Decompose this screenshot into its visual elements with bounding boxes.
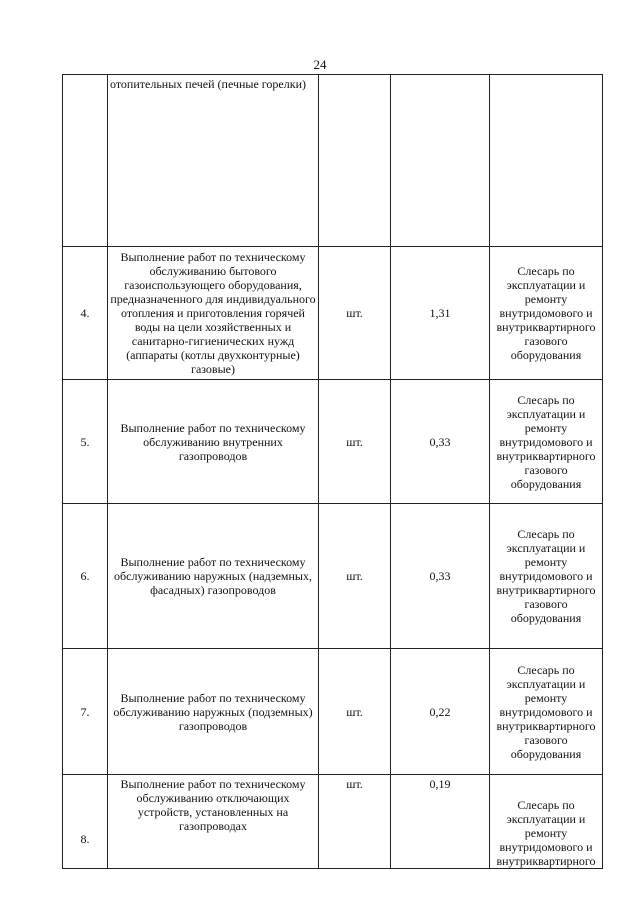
- unit-cell: шт.: [319, 380, 391, 504]
- table-row: [63, 775, 603, 869]
- table-row: [63, 380, 603, 504]
- executor-cell: Слесарь по эксплуатации и ремонту внутридомового и внутриквартирного газового оборудования: [490, 380, 603, 504]
- row-number: [63, 75, 108, 247]
- work-description: Выполнение работ по техническому обслуживанию внутренних газопроводов: [108, 380, 319, 504]
- work-description: Выполнение работ по техническому обслуживанию отключающих устройств, установленных на газопроводах: [108, 775, 319, 869]
- work-description: Выполнение работ по техническому обслуживанию бытового газоиспользующего оборудования, предназначенного для индивидуального отопления и приготовления горячей воды на цели хозяйственных и санитарно-гигиенических нужд (аппараты (котлы двухконтурные) газовые): [108, 247, 319, 380]
- executor-cell: Слесарь по эксплуатации и ремонту внутридомового и внутриквартирного: [490, 775, 603, 869]
- unit-cell: шт.: [319, 649, 391, 775]
- works-table: [62, 74, 603, 869]
- page-number: 24: [313, 57, 327, 72]
- table-row: [63, 75, 603, 247]
- table-row: [63, 504, 603, 649]
- norm-cell: 1,31: [391, 247, 490, 380]
- executor-cell: Слесарь по эксплуатации и ремонту внутридомового и внутриквартирного газового оборудования: [490, 247, 603, 380]
- row-number: 7.: [63, 649, 108, 775]
- table-row: [63, 247, 603, 380]
- norm-cell: 0,19: [391, 775, 490, 869]
- work-description: Выполнение работ по техническому обслуживанию наружных (подземных) газопроводов: [108, 649, 319, 775]
- executor-cell: Слесарь по эксплуатации и ремонту внутридомового и внутриквартирного газового оборудования: [490, 649, 603, 775]
- unit-cell: шт.: [319, 504, 391, 649]
- unit-cell: [319, 75, 391, 247]
- row-number: 4.: [63, 247, 108, 380]
- row-number: 6.: [63, 504, 108, 649]
- unit-cell: шт.: [319, 247, 391, 380]
- executor-cell: Слесарь по эксплуатации и ремонту внутридомового и внутриквартирного газового оборудования: [490, 504, 603, 649]
- work-description: отопительных печей (печные горелки): [108, 75, 319, 247]
- unit-cell: шт.: [319, 775, 391, 869]
- row-number: 5.: [63, 380, 108, 504]
- row-number: 8.: [63, 775, 108, 869]
- executor-cell: [490, 75, 603, 247]
- norm-cell: 0,22: [391, 649, 490, 775]
- norm-cell: 0,33: [391, 504, 490, 649]
- work-description: Выполнение работ по техническому обслуживанию наружных (надземных, фасадных) газопроводов: [108, 504, 319, 649]
- table-row: [63, 649, 603, 775]
- norm-cell: [391, 75, 490, 247]
- norm-cell: 0,33: [391, 380, 490, 504]
